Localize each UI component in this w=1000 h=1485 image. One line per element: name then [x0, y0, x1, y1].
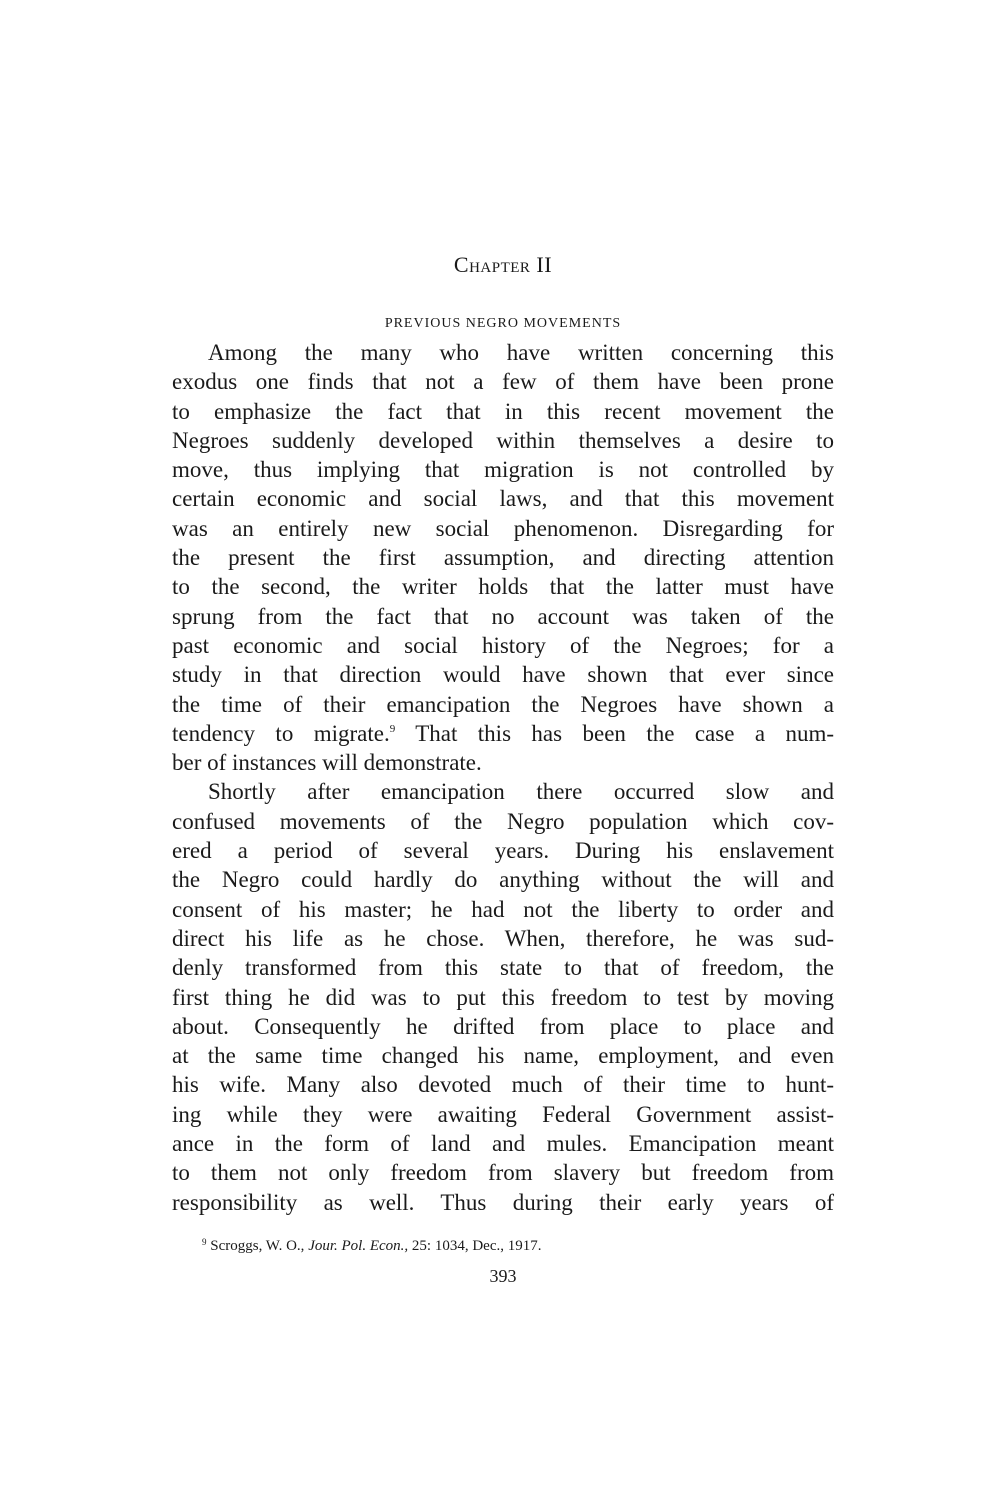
text-line: sprung from the fact that no account was taken of the	[172, 603, 834, 629]
text-line: ing while they were awaiting Federal Government assist-	[172, 1101, 834, 1127]
text-line: ance in the form of land and mules. Emancipation meant	[172, 1131, 834, 1157]
document-page	[172, 0, 834, 1485]
text-line: exodus one finds that not a few of them have been prone	[172, 369, 834, 395]
text-line: at the same time changed his name, employment, and even	[172, 1043, 834, 1069]
text-line: the present the first assumption, and directing attention	[172, 545, 834, 571]
body-text	[172, 338, 834, 1217]
footnote-journal: Jour. Pol. Econ.,	[308, 1238, 409, 1254]
text-line: confused movements of the Negro population which cov-	[172, 808, 834, 834]
footnote-marker: 9	[202, 1237, 207, 1247]
text-line: consent of his master; he had not the liberty to order and	[172, 896, 834, 922]
text-line: to emphasize the fact that in this recent movement the	[172, 398, 834, 424]
chapter-heading: Chapter II	[453, 252, 553, 277]
text-line: ered a period of several years. During his enslavement	[172, 838, 834, 864]
text-line: Among the many who have written concerning this	[208, 340, 834, 365]
text-line: past economic and social history of the Negroes; for a	[172, 632, 834, 658]
text-line: the time of their emancipation the Negroes have shown a	[172, 691, 834, 717]
paragraph-1	[172, 338, 834, 777]
text-line: certain economic and social laws, and that this movement	[172, 486, 834, 512]
text-line: to the second, the writer holds that the latter must have	[172, 574, 834, 600]
text-segment: tendency to migrate.	[172, 720, 390, 746]
text-line: about. Consequently he drifted from place to place and	[172, 1013, 834, 1039]
footnote-citation: 25: 1034, Dec., 1917.	[411, 1238, 542, 1254]
text-line: the Negro could hardly do anything without the will and	[172, 867, 834, 893]
footnote-author: Scroggs, W. O.,	[210, 1238, 305, 1254]
text-line: to them not only freedom from slavery but freedom from	[172, 1160, 834, 1186]
footnote	[202, 1238, 542, 1255]
footnote-reference[interactable]: 9	[389, 722, 396, 735]
text-line: denly transformed from this state to that of freedom, the	[172, 955, 834, 981]
text-line: Shortly after emancipation there occurred slow and	[208, 779, 834, 805]
paragraph-2	[172, 777, 834, 1216]
text-line: responsibility as well. Thus during their early years of	[172, 1189, 834, 1215]
text-line: his wife. Many also devoted much of their time to hunt-	[172, 1072, 834, 1098]
page-number: 393	[489, 1266, 517, 1286]
text-line: ber of instances will demonstrate.	[172, 750, 482, 776]
text-line: study in that direction would have shown that ever since	[172, 662, 834, 688]
text-line-with-footnote	[172, 719, 834, 748]
text-line: first thing he did was to put this freedom to test by moving	[172, 984, 834, 1010]
text-line: move, thus implying that migration is not controlled by	[172, 457, 834, 483]
text-line: was an entirely new social phenomenon. Disregarding for	[172, 515, 834, 541]
chapter-title: PREVIOUS NEGRO MOVEMENTS	[384, 316, 622, 331]
text-line: direct his life as he chose. When, therefore, he was sud-	[172, 925, 834, 951]
text-line: Negroes suddenly developed within themselves a desire to	[172, 427, 834, 453]
text-segment: That this has been the case a num-	[395, 720, 834, 746]
